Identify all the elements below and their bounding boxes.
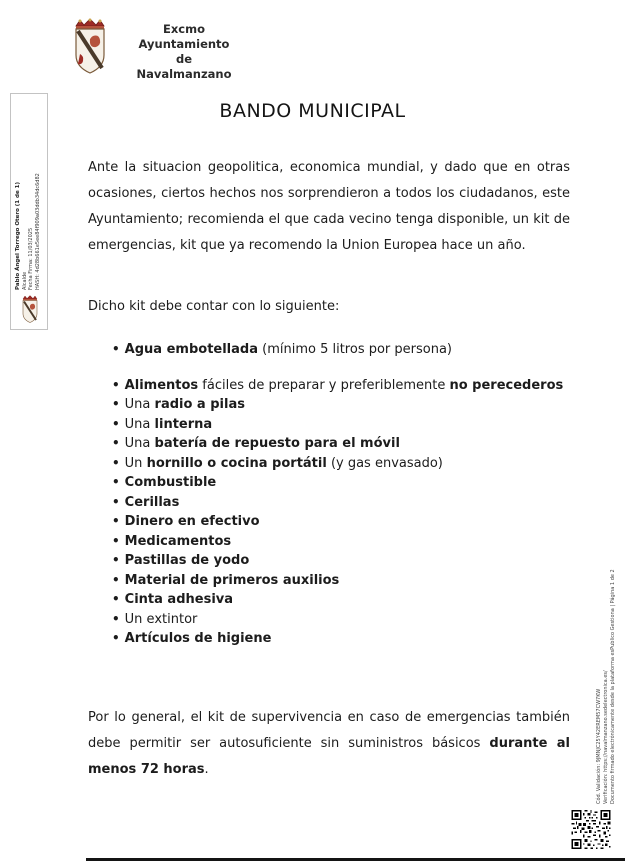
org-name [120, 16, 248, 82]
list-item [106, 512, 564, 532]
validation-code: Cód. Validación: 9JMNJC25Y42EREM57CW7KW [596, 688, 602, 804]
list-item [106, 629, 564, 649]
signature-strip-text [15, 110, 43, 290]
signer-name: Pablo Ángel Torrego Otero (1 de 1) [15, 182, 21, 290]
list-item [106, 532, 564, 552]
list-item-text: Una radio a pilas [124, 397, 245, 412]
list-item-text: Medicamentos [124, 533, 232, 549]
list-item [106, 610, 564, 630]
list-item-text: Una batería de repuesto para el móvil [124, 436, 400, 451]
bullet-icon: • [112, 514, 120, 528]
validation-strip [596, 528, 622, 804]
bullet-icon: • [112, 572, 120, 587]
list-item-text: Alimentos fáciles de preparar y preferiblemente no perecederos [124, 377, 564, 393]
bullet-icon: • [112, 631, 120, 645]
platform-page-info: Documento firmado electrónicamente desde la plataforma esPublico Gestiona | Página 1 de 2 [610, 569, 616, 804]
list-item-text: Un extintor [124, 611, 198, 627]
list-item-text: Combustible [124, 475, 217, 490]
signature-hash: HASH: 4d28b661e5ee84f909a03ddb34dc6d82 [34, 173, 41, 290]
list-item-text: Dinero en efectivo [124, 514, 260, 529]
list-item-text: Material de primeros auxilios [124, 572, 340, 588]
org-name-line2: de [175, 52, 193, 66]
list-item [106, 340, 564, 360]
kit-list [106, 340, 564, 649]
list-item [106, 434, 564, 454]
list-item [106, 415, 564, 435]
list-item-text: Artículos de higiene [124, 631, 272, 646]
verification-url: Verificación: https://navalmanzano.sedelectronica.es/ [603, 670, 609, 804]
coat-of-arms-icon [68, 16, 112, 76]
page-title: BANDO MUNICIPAL [219, 100, 406, 122]
qr-code [570, 807, 612, 852]
bullet-icon: • [112, 592, 120, 606]
list-item [106, 376, 564, 396]
bullet-icon: • [112, 533, 120, 548]
list-item-text: Agua embotellada (mínimo 5 litros por persona) [124, 342, 453, 357]
org-name-line3: Navalmanzano [136, 67, 232, 81]
list-item [106, 473, 564, 493]
intro-paragraph: Ante la situacion geopolitica, economica mundial, y dado que en otras ocasiones, ciertos hechos nos sorprendieron a todos los ciudadanos, este Ayuntamiento; recomienda el que cada vecino tenga disponible, un kit de emergencias, kit que ya recomendo la Union Europea hace un año. [88, 160, 570, 253]
list-intro: Dicho kit debe contar con lo siguiente: [88, 299, 340, 314]
bullet-icon: • [112, 377, 120, 392]
list-item-text: Cerillas [124, 494, 180, 510]
bullet-icon: • [112, 416, 120, 431]
list-item [106, 551, 564, 571]
closing-paragraph: Por lo general, el kit de supervivencia en caso de emergencias también debe permitir ser autosuficiente sin suministros básicos durante al menos 72 horas. [88, 710, 570, 777]
list-item-text: Un hornillo o cocina portátil (y gas envasado) [124, 455, 443, 471]
bullet-icon: • [112, 397, 120, 411]
org-name-line1: Excmo Ayuntamiento [138, 22, 230, 51]
bullet-icon: • [112, 342, 120, 356]
coat-of-arms-small-icon [18, 294, 42, 324]
list-item-text: Pastillas de yodo [124, 553, 250, 568]
bullet-icon: • [112, 436, 120, 450]
header-logo [68, 16, 248, 82]
list-item [106, 395, 564, 415]
list-item [106, 590, 564, 610]
list-item [106, 571, 564, 591]
bottom-divider [86, 858, 625, 861]
bullet-icon: • [112, 611, 120, 626]
list-item-text: Cinta adhesiva [124, 592, 234, 607]
bullet-icon: • [112, 475, 120, 489]
list-item-text: Una linterna [124, 416, 213, 432]
bullet-icon: • [112, 494, 120, 509]
signature-date: Fecha Firma: 11/03/2025 [28, 227, 34, 290]
validation-strip-text [596, 528, 622, 804]
list-item [106, 454, 564, 474]
signer-role: Alcalde [21, 271, 28, 290]
bullet-icon: • [112, 553, 120, 567]
bullet-icon: • [112, 455, 120, 470]
list-item [106, 493, 564, 513]
signature-strip [10, 93, 48, 330]
